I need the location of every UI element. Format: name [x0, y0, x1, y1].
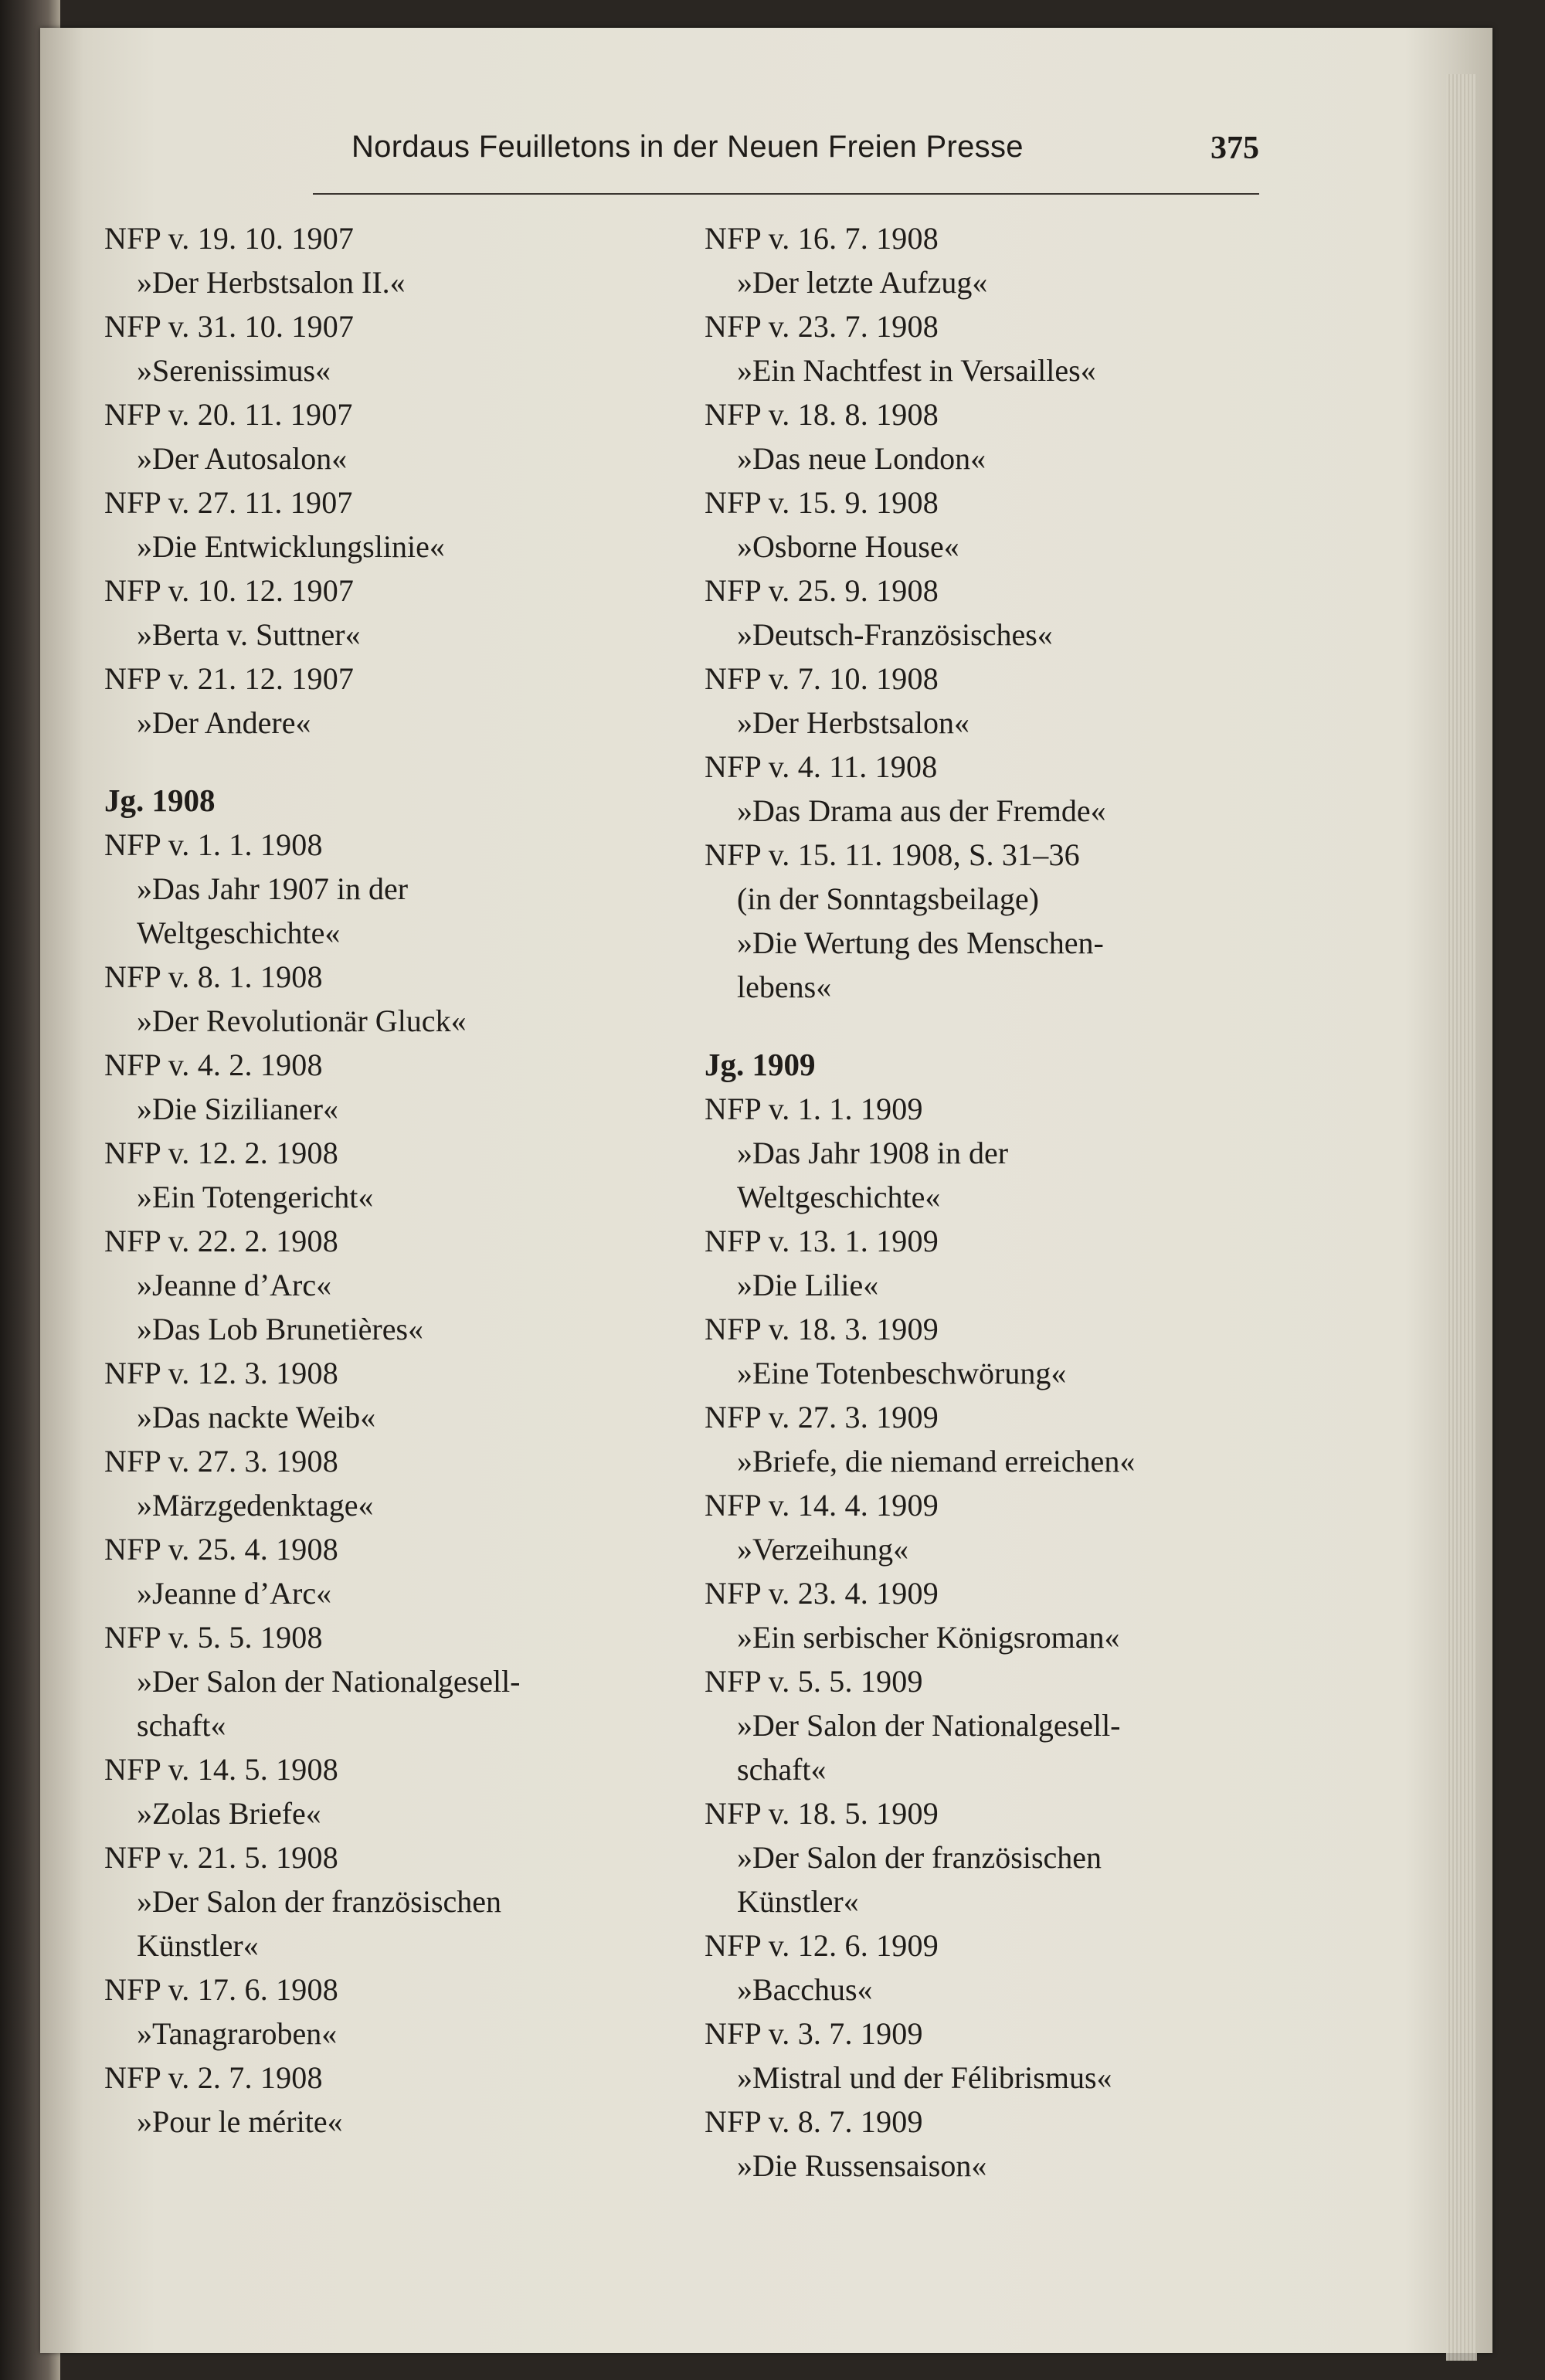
entry-title: [104, 2100, 691, 2144]
entry-date: NFP v. 7. 10. 1908: [705, 661, 939, 696]
bibliography-entry: [104, 955, 691, 1043]
entry-title-line: schaft«: [737, 1752, 827, 1787]
entry-title: [705, 525, 1292, 569]
entry-title-line: »Der Revolutionär Gluck«: [137, 1003, 467, 1038]
bibliography-entry: [705, 1483, 1292, 1571]
bibliography-entry: [705, 1395, 1292, 1483]
entry-title-line: »Das Jahr 1908 in der: [737, 1136, 1009, 1170]
bibliography-entry: [104, 304, 691, 392]
entry-title: [705, 1527, 1292, 1571]
entry-date: NFP v. 5. 5. 1908: [104, 1620, 323, 1655]
left-column: [104, 216, 691, 2144]
entry-date: NFP v. 12. 3. 1908: [104, 1356, 338, 1390]
entry-date: NFP v. 18. 3. 1909: [705, 1312, 939, 1346]
entry-title-line: »Bacchus«: [737, 1972, 873, 2007]
entry-title: [705, 1351, 1292, 1395]
entry-date: NFP v. 3. 7. 1909: [705, 2016, 923, 2051]
entry-title-line: »Das nackte Weib«: [137, 1400, 376, 1434]
entry-date: NFP v. 4. 11. 1908: [705, 749, 938, 784]
bibliography-entry: [705, 1571, 1292, 1659]
entry-title: [104, 1879, 691, 1967]
running-title: Nordaus Feuilletons in der Neuen Freien Presse: [351, 130, 1024, 164]
entry-title: [705, 1703, 1292, 1791]
entry-title-line: »Serenissimus«: [137, 353, 331, 388]
entry-title: [705, 436, 1292, 480]
bibliography-entry: [705, 745, 1292, 833]
entry-title: [705, 1263, 1292, 1307]
entry-date: NFP v. 20. 11. 1907: [104, 397, 353, 432]
entry-title: [705, 260, 1292, 304]
bibliography-entry: [104, 1351, 691, 1439]
bibliography-entry: [104, 823, 691, 955]
entry-date: NFP v. 21. 5. 1908: [104, 1840, 338, 1875]
section-heading-1908: Jg. 1908: [104, 783, 216, 818]
entry-title: [705, 921, 1292, 1009]
entry-title: [705, 789, 1292, 833]
entry-date: NFP v. 23. 7. 1908: [705, 309, 939, 344]
bibliography-entry: [705, 392, 1292, 480]
entry-date: NFP v. 1. 1. 1908: [104, 827, 323, 862]
page-header: [313, 116, 1259, 195]
entry-title-line: »Eine Totenbeschwörung«: [737, 1356, 1067, 1390]
entry-title: [104, 348, 691, 392]
entry-title-line: »Die Lilie«: [737, 1268, 879, 1302]
entry-date: NFP v. 14. 4. 1909: [705, 1488, 939, 1523]
bibliography-entry: [705, 2100, 1292, 2188]
entry-date: NFP v. 10. 12. 1907: [104, 573, 355, 608]
entry-date: NFP v. 27. 3. 1908: [104, 1444, 338, 1479]
bibliography-entry: [104, 1439, 691, 1527]
entry-title-line: »Der Autosalon«: [137, 441, 348, 476]
entry-title: [104, 1087, 691, 1131]
entry-date: NFP v. 25. 4. 1908: [104, 1532, 338, 1567]
entry-title-line: »Mistral und der Félibrismus«: [737, 2060, 1112, 2095]
bibliography-entry: [104, 1747, 691, 1835]
entry-date: NFP v. 5. 5. 1909: [705, 1664, 923, 1699]
entry-date: NFP v. 21. 12. 1907: [104, 661, 355, 696]
entry-date: NFP v. 17. 6. 1908: [104, 1972, 338, 2007]
entry-title-line: »Das neue London«: [737, 441, 986, 476]
bibliography-entry: [705, 304, 1292, 392]
entry-title: [104, 1571, 691, 1615]
entry-title-line: »Deutsch-Französisches«: [737, 617, 1053, 652]
bibliography-entry: [705, 1307, 1292, 1395]
entry-date: NFP v. 23. 4. 1909: [705, 1576, 939, 1611]
entry-date: NFP v. 2. 7. 1908: [104, 2060, 323, 2095]
entry-title-line: »Briefe, die niemand erreichen«: [737, 1444, 1136, 1479]
entry-title-line: »Pour le mérite«: [137, 2104, 343, 2139]
entry-title-line: »Der Herbstsalon II.«: [137, 265, 406, 300]
bibliography-entry: [104, 1967, 691, 2056]
entry-title-line: »Tanagraroben«: [137, 2016, 338, 2051]
entry-title-line: »Der Herbstsalon«: [737, 705, 970, 740]
entry-title: [705, 2056, 1292, 2100]
entries-1907: [104, 216, 691, 745]
entry-title-line: »Der Salon der französischen: [137, 1884, 502, 1919]
entry-title: [705, 613, 1292, 657]
entry-title: [104, 1263, 691, 1351]
entry-title-line: »Zolas Briefe«: [137, 1796, 321, 1831]
entry-title-line: »Ein Nachtfest in Versailles«: [737, 353, 1096, 388]
bibliography-entry: [705, 216, 1292, 304]
entry-date: NFP v. 22. 2. 1908: [104, 1224, 338, 1258]
bibliography-entry: [705, 480, 1292, 569]
bibliography-entry: [705, 1923, 1292, 2012]
entry-title: [104, 525, 691, 569]
entry-date: NFP v. 25. 9. 1908: [705, 573, 939, 608]
entry-title-line: »Der letzte Aufzug«: [737, 265, 988, 300]
entry-title: [705, 2144, 1292, 2188]
entry-title: [104, 701, 691, 745]
bibliography-entry: [104, 1835, 691, 1967]
entry-title: [705, 348, 1292, 392]
entry-title-line: »Ein Totengericht«: [137, 1180, 374, 1214]
entries-1908-continued: [705, 216, 1292, 1009]
entries-1908: [104, 823, 691, 2144]
entry-title: [705, 1835, 1292, 1923]
bibliography-entry: [705, 833, 1292, 1009]
section-heading-1909: Jg. 1909: [705, 1047, 816, 1082]
entry-title: [104, 1791, 691, 1835]
entry-date: NFP v. 8. 7. 1909: [705, 2104, 923, 2139]
entry-date: NFP v. 18. 5. 1909: [705, 1796, 939, 1831]
entry-title-line: »Die Entwicklungslinie«: [137, 529, 445, 564]
entry-title: [104, 1483, 691, 1527]
entry-date: NFP v. 27. 11. 1907: [104, 485, 353, 520]
entry-title-line: »Die Sizilianer«: [137, 1092, 339, 1126]
entry-note: (in der Sonntagsbeilage): [737, 881, 1039, 916]
entry-date: NFP v. 13. 1. 1909: [705, 1224, 939, 1258]
entry-title: [705, 1967, 1292, 2012]
entry-title-line: Künstler«: [137, 1928, 259, 1963]
bibliography-entry: [104, 1527, 691, 1615]
entry-date: NFP v. 12. 2. 1908: [104, 1136, 338, 1170]
bibliography-entry: [104, 1043, 691, 1131]
bibliography-entry: [104, 392, 691, 480]
entry-date: NFP v. 19. 10. 1907: [104, 221, 355, 256]
bibliography-entry: [104, 569, 691, 657]
entry-title-line: »Jeanne d’Arc«: [137, 1576, 332, 1611]
entry-title-line: »Ein serbischer Königsroman«: [737, 1620, 1120, 1655]
entry-title: [104, 436, 691, 480]
entry-title: [104, 260, 691, 304]
entry-date: NFP v. 15. 11. 1908, S. 31–36: [705, 837, 1080, 872]
entry-title: [104, 1175, 691, 1219]
entry-date: NFP v. 18. 8. 1908: [705, 397, 939, 432]
bibliography-entry: [104, 1131, 691, 1219]
bibliography-entry: [705, 569, 1292, 657]
entry-title-line: »Das Lob Brunetières«: [137, 1312, 424, 1346]
entry-date: NFP v. 4. 2. 1908: [104, 1047, 323, 1082]
entry-date: NFP v. 16. 7. 1908: [705, 221, 939, 256]
bibliography-entry: [705, 2012, 1292, 2100]
bibliography-entry: [104, 657, 691, 745]
entry-title-line: schaft«: [137, 1708, 226, 1743]
entry-title: [104, 1395, 691, 1439]
page-number: 375: [1211, 131, 1259, 166]
entry-title: [104, 1659, 691, 1747]
entry-title-line: »Verzeihung«: [737, 1532, 909, 1567]
entry-title-line: »Osborne House«: [737, 529, 959, 564]
entry-title-line: »Berta v. Suttner«: [137, 617, 361, 652]
entry-date: NFP v. 31. 10. 1907: [104, 309, 355, 344]
bibliography-entry: [705, 1791, 1292, 1923]
entry-title: [705, 1615, 1292, 1659]
bibliography-entry: [104, 1615, 691, 1747]
entries-1909: [705, 1087, 1292, 2188]
entry-title-line: »Der Andere«: [137, 705, 311, 740]
bibliography-entry: [705, 657, 1292, 745]
entry-title-line: »Der Salon der Nationalgesell-: [137, 1664, 521, 1699]
entry-date: NFP v. 15. 9. 1908: [705, 485, 939, 520]
entry-title-line: »Der Salon der französischen: [737, 1840, 1102, 1875]
entry-title-line: Weltgeschichte«: [737, 1180, 941, 1214]
entry-title: [104, 2012, 691, 2056]
bibliography-entry: [104, 1219, 691, 1351]
bibliography-entry: [705, 1087, 1292, 1219]
entry-title: [104, 999, 691, 1043]
entry-title-line: »Das Drama aus der Fremde«: [737, 793, 1106, 828]
entry-date: NFP v. 12. 6. 1909: [705, 1928, 939, 1963]
entry-title-line: »Der Salon der Nationalgesell-: [737, 1708, 1121, 1743]
entry-title: [705, 701, 1292, 745]
bibliography-entry: [104, 2056, 691, 2144]
entry-title: [104, 613, 691, 657]
bibliography-entry: [104, 480, 691, 569]
entry-title-line: lebens«: [737, 969, 832, 1004]
entry-title-line: »Jeanne d’Arc«: [137, 1268, 332, 1302]
bibliography-entry: [104, 216, 691, 304]
page-edge: [1446, 74, 1477, 2361]
entry-date: NFP v. 8. 1. 1908: [104, 959, 323, 994]
entry-title-line: »Märzgedenktage«: [137, 1488, 374, 1523]
entry-title-line: »Die Russensaison«: [737, 2148, 987, 2183]
bibliography-entry: [705, 1659, 1292, 1791]
entry-title: [705, 1131, 1292, 1219]
bibliography-entry: [705, 1219, 1292, 1307]
right-column: [705, 216, 1292, 2188]
entry-title-line: Künstler«: [737, 1884, 859, 1919]
entry-date: NFP v. 27. 3. 1909: [705, 1400, 939, 1434]
entry-title-line: »Die Wertung des Menschen-: [737, 925, 1104, 960]
entry-date: NFP v. 14. 5. 1908: [104, 1752, 338, 1787]
entry-title-line: Weltgeschichte«: [137, 915, 341, 950]
entry-title: [104, 867, 691, 955]
entry-date: NFP v. 1. 1. 1909: [705, 1092, 923, 1126]
entry-title: [705, 1439, 1292, 1483]
entry-title-line: »Das Jahr 1907 in der: [137, 871, 409, 906]
